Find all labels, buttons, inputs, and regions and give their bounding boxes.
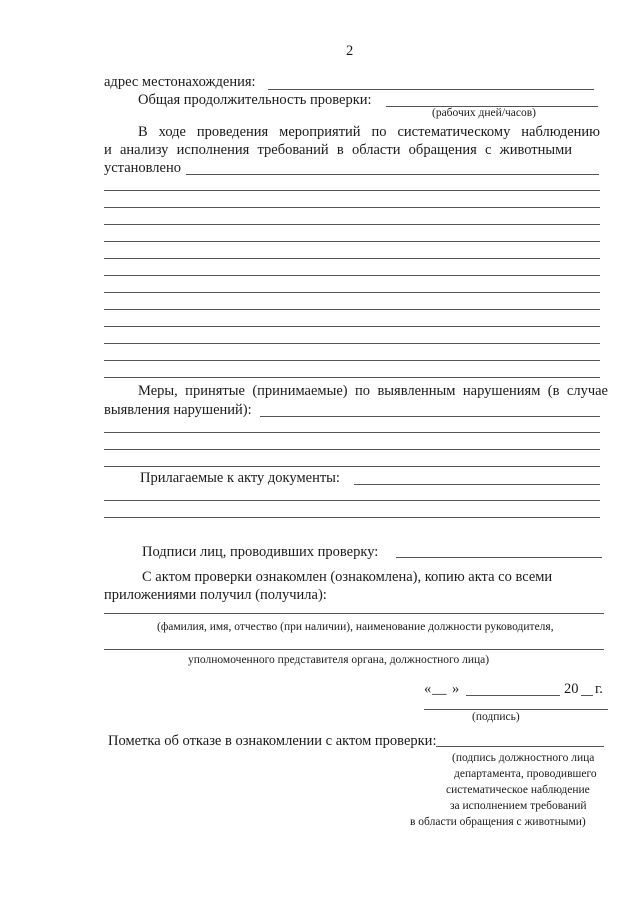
findings-rule <box>104 343 600 344</box>
findings-rule <box>104 309 600 310</box>
attachments-rule <box>104 500 600 501</box>
acknowledged-name-line <box>104 613 604 614</box>
refusal-label: Пометка об отказе в ознакомлении с актом проверки: <box>108 733 437 749</box>
signature-hint: (подпись) <box>472 711 520 723</box>
duration-label: Общая продолжительность проверки: <box>138 92 372 108</box>
signatures-label: Подписи лиц, проводивших проверку: <box>142 544 379 560</box>
findings-rule-0 <box>186 174 599 175</box>
official-hint-line-1: (подпись должностного лица <box>452 752 595 764</box>
findings-line-2: и анализу исполнения требований в области обращения с животными <box>104 142 573 158</box>
measures-line-1-text: Меры, принятые (принимаемые) по выявленным нарушениям (в случае <box>138 383 608 399</box>
signatures-line <box>396 557 602 558</box>
attachments-rule-0 <box>354 484 600 485</box>
date-month-line <box>466 695 560 696</box>
findings-rule <box>104 326 600 327</box>
findings-rule <box>104 258 600 259</box>
attachments-label: Прилагаемые к акту документы: <box>140 470 340 486</box>
findings-line-3: установлено <box>104 160 181 176</box>
findings-line-1 <box>138 125 600 140</box>
address-line <box>268 89 594 90</box>
official-hint-line-2: департамента, проводившего <box>454 768 597 780</box>
page-number: 2 <box>346 43 354 59</box>
findings-rule <box>104 190 600 191</box>
measures-rule <box>104 432 600 433</box>
official-hint-line-3: систематическое наблюдение <box>446 784 590 796</box>
date-year-suffix: г. <box>595 681 603 697</box>
findings-rule <box>104 292 600 293</box>
findings-rule <box>104 207 600 208</box>
measures-rule <box>104 466 600 467</box>
findings-rule <box>104 360 600 361</box>
acknowledged-line-2: приложениями получил (получила): <box>104 587 327 603</box>
date-day: __ <box>432 681 447 697</box>
findings-rule <box>104 275 600 276</box>
date-year-line <box>581 695 593 696</box>
findings-rule <box>104 377 600 378</box>
findings-rule <box>104 241 600 242</box>
signature-line <box>424 709 608 710</box>
findings-line-1-text: В ходе проведения мероприятий по систематическому наблюдению <box>138 124 600 140</box>
acknowledged-line-1: С актом проверки ознакомлен (ознакомлена), копию акта со всеми <box>142 569 553 585</box>
address-label: адрес местонахождения: <box>104 74 256 90</box>
official-hint-line-4: за исполнением требований <box>450 800 587 812</box>
measures-rule-0 <box>260 416 600 417</box>
name-hint-1: (фамилия, имя, отчество (при наличии), наименование должности руководителя, <box>157 621 554 633</box>
name-hint-2: уполномоченного представителя органа, должностного лица) <box>188 654 490 666</box>
measures-line-1 <box>138 384 608 399</box>
acknowledged-name-line-2 <box>104 649 604 650</box>
date-open-quote: « <box>424 681 432 697</box>
date-close-quote: » <box>452 681 460 697</box>
attachments-rule <box>104 517 600 518</box>
measures-line-2: выявления нарушений): <box>104 402 252 418</box>
date-year-prefix: 20 <box>564 681 579 697</box>
refusal-line <box>436 746 604 747</box>
duration-hint: (рабочих дней/часов) <box>432 107 537 119</box>
findings-rule <box>104 224 600 225</box>
official-hint-line-5: в области обращения с животными) <box>410 816 586 828</box>
measures-rule <box>104 449 600 450</box>
